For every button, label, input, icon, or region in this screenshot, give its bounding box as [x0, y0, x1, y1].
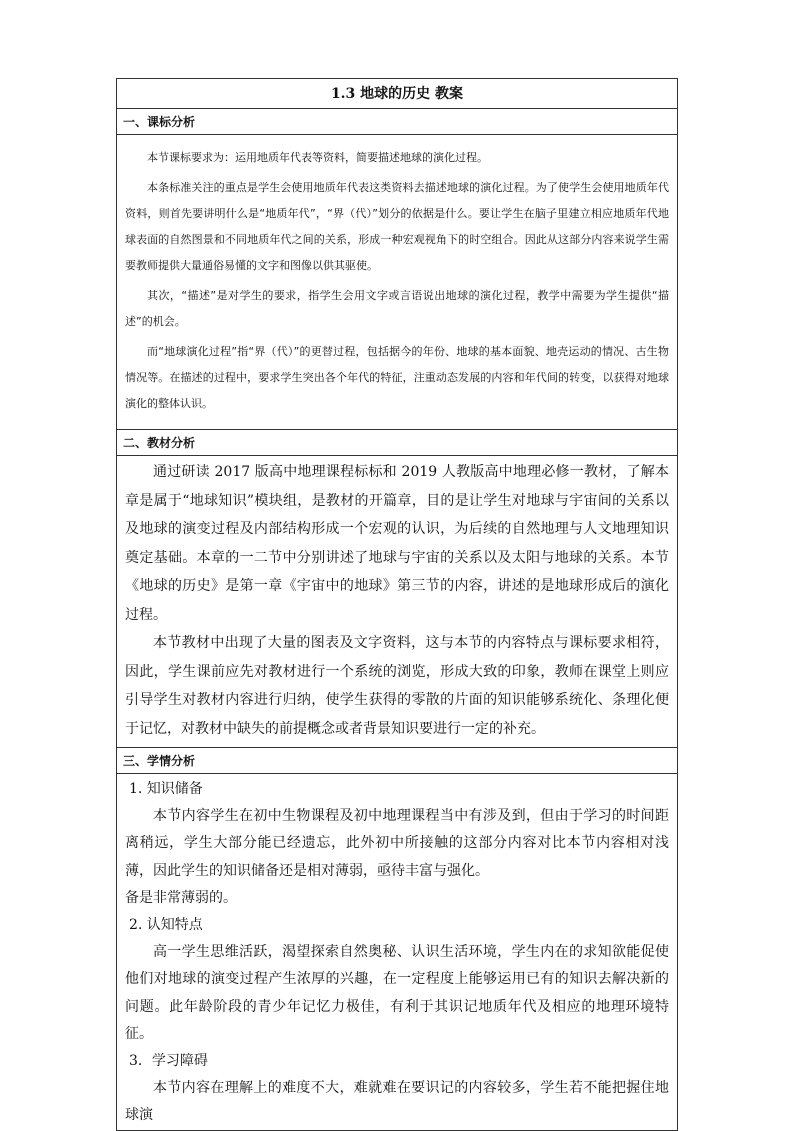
- paragraph: 其次，“描述”是对学生的要求，指学生会用文字或言语说出地球的演化过程，教学中需要为学生提供“描述”的机会。: [125, 289, 669, 328]
- paragraph: 本条标准关注的重点是学生会使用地质年代表这类资料去描述地球的演化过程。为了使学生会使用地质年代资料，则首先要讲明什么是“地质年代”，“界（代）”划分的依据是什么。要让学生在脑子里建立相应地质年代地球表面的自然图景和不同地质年代之间的关系，形成一种宏观视角下的时空组合。因此从这部分内容来说学生需要教师提供大量通俗易懂的文字和图像以供其驱使。: [125, 181, 669, 272]
- section-heading-students: 三、学情分析: [117, 748, 677, 774]
- section-heading-curriculum: 一、课标分析: [117, 109, 677, 135]
- paragraph-fragment: 备是非常薄弱的。: [125, 889, 237, 906]
- section-body-students: [117, 774, 677, 1130]
- paragraph: 本节内容学生在初中生物课程及初中地理课程当中有涉及到，但由于学习的时间距离稍远，学生大部分能已经遗忘，此外初中所接触的这部分内容对比本节内容相对浅薄，因此学生的知识储备还是相对薄弱，亟待丰富与强化。: [125, 808, 669, 879]
- section-heading-textbook: 二、教材分析: [117, 430, 677, 456]
- paragraph: 本节教材中出现了大量的图表及文字资料，这与本节的内容特点与课标要求相符，因此，学生课前应先对教材进行一个系统的浏览，形成大致的印象，教师在课堂上则应引导学生对教材内容进行归纳，使学生获得的零散的片面的知识能够系统化、条理化便于记忆，对教材中缺失的前提概念或者背景知识要进行一定的补充。: [125, 635, 669, 737]
- subheading-obstacles: 3．学习障碍: [129, 1053, 208, 1070]
- paragraph: 通过研读 2017 版高中地理课程标标和 2019 人教版高中地理必修一教材，了解本章是属于“地球知识”模块组，是教材的开篇章，目的是让学生对地球与宇宙间的关系以及地球的演变过程及内部结构形成一个宏观的认识，为后续的自然地理与人文地理知识奠定基础。本章的一二节中分别讲述了地球与宇宙的关系以及太阳与地球的关系。本节《地球的历史》是第一章《宇宙中的地球》第三节的内容，讲述的是地球形成后的演化过程。: [125, 464, 669, 623]
- paragraph: 本节课标要求为：运用地质年代表等资料，简要描述地球的演化过程。: [147, 151, 488, 164]
- paragraph: 高一学生思维活跃，渴望探索自然奥秘、认识生活环境，学生内在的求知欲能促使他们对地球的演变过程产生浓厚的兴趣，在一定程度上能够运用已有的知识去解决新的问题。此年龄阶段的青少年记忆力极佳，有利于其识记地质年代及相应的地理环境特征。: [125, 944, 669, 1042]
- subheading-knowledge: 1. 知识储备: [129, 781, 203, 797]
- paragraph: 而“地球演化过程”指“界（代）”的更替过程，包括据今的年份、地球的基本面貌、地壳运动的情况、古生物情况等。在描述的过程中，要求学生突出各个年代的特征，注重动态发展的内容和年代间的转变，以获得对地球演化的整体认识。: [125, 345, 669, 410]
- paragraph: 本节内容在理解上的难度不大，难就难在要识记的内容较多，学生若不能把握住地球演: [125, 1080, 669, 1124]
- subheading-cognition: 2. 认知特点: [129, 917, 203, 934]
- section-body-textbook: [117, 456, 677, 748]
- lesson-plan-table: [116, 78, 678, 1131]
- section-body-curriculum: [117, 135, 677, 430]
- document-title: 1.3 地球的历史 教案: [117, 79, 677, 109]
